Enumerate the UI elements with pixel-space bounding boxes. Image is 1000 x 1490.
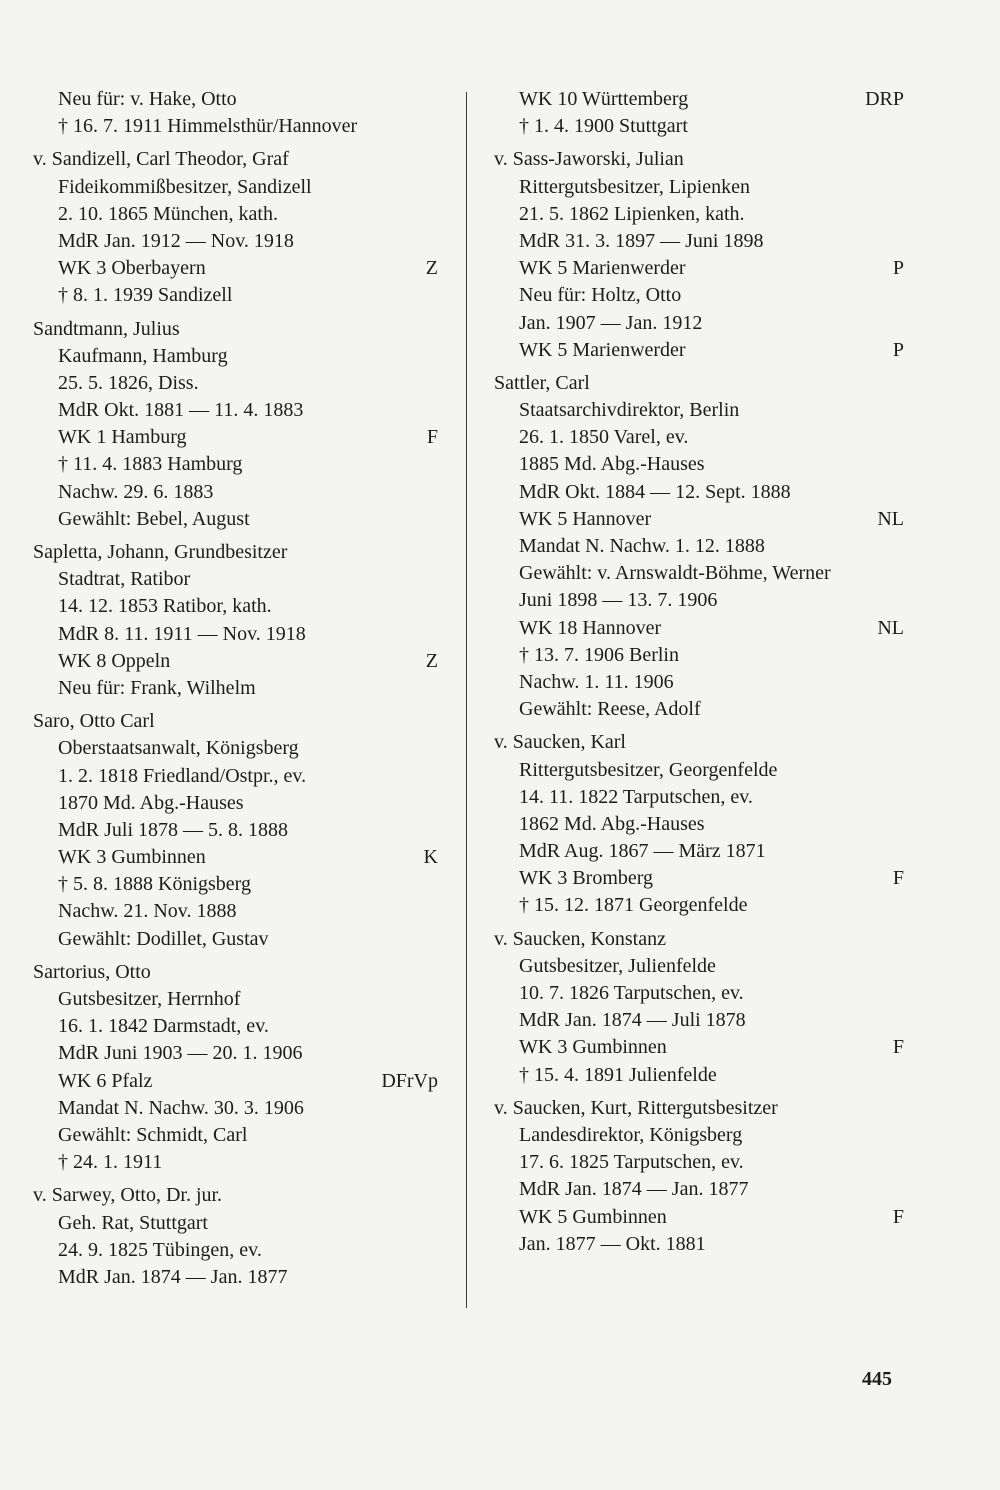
- biography-entry: [33, 316, 438, 534]
- line-text: Sapletta, Johann, Grundbesitzer: [33, 541, 288, 563]
- entry-detail-line: [494, 696, 904, 723]
- entry-detail-line: [33, 1068, 438, 1095]
- party-abbreviation: K: [423, 846, 438, 869]
- party-abbreviation: F: [892, 867, 904, 890]
- entry-detail-line: [33, 479, 438, 506]
- line-text: Geh. Rat, Stuttgart: [58, 1211, 208, 1234]
- line-text: Stadtrat, Ratibor: [58, 568, 191, 591]
- line-text: MdR Okt. 1884 — 12. Sept. 1888: [519, 480, 791, 503]
- line-text: MdR Juni 1903 — 20. 1. 1906: [58, 1042, 303, 1065]
- line-text: Neu für: v. Hake, Otto: [58, 88, 237, 110]
- entry-detail-line: [33, 343, 438, 370]
- entry-detail-line: [33, 506, 438, 533]
- line-text: MdR Juli 1878 — 5. 8. 1888: [58, 818, 289, 841]
- entry-detail-line: [33, 1013, 438, 1040]
- line-text: MdR Jan. 1874 — Jan. 1877: [519, 1178, 749, 1201]
- line-text: Gewählt: v. Arnswaldt-Böhme, Werner: [519, 562, 831, 585]
- party-abbreviation: DFrVp: [381, 1069, 438, 1092]
- entry-name: [33, 316, 438, 343]
- entry-detail-line: [33, 228, 438, 255]
- biography-entry: [494, 1095, 904, 1258]
- entry-name: [33, 146, 438, 173]
- entry-detail-line: [494, 533, 904, 560]
- line-text: Nachw. 21. Nov. 1888: [58, 900, 237, 923]
- line-text: † 15. 12. 1871 Georgenfelde: [519, 894, 748, 917]
- line-text: 25. 5. 1826, Diss.: [58, 371, 199, 394]
- biography-entry: [494, 370, 904, 723]
- entry-detail-line: [494, 953, 904, 980]
- line-text: WK 8 Oppeln: [58, 649, 171, 672]
- entry-detail-line: [33, 1095, 438, 1122]
- line-text: Neu für: Frank, Wilhelm: [58, 676, 256, 699]
- line-text: 14. 12. 1853 Ratibor, kath.: [58, 595, 272, 618]
- entry-detail-line: [33, 566, 438, 593]
- party-abbreviation: Z: [425, 257, 438, 280]
- biography-entry: [33, 959, 438, 1177]
- line-text: Gewählt: Dodillet, Gustav: [58, 927, 269, 950]
- line-text: WK 1 Hamburg: [58, 426, 187, 449]
- entry-detail-line: [494, 424, 904, 451]
- line-text: † 24. 1. 1911: [58, 1151, 163, 1174]
- entry-detail-line: [494, 1034, 904, 1061]
- line-text: Oberstaatsanwalt, Königsberg: [58, 737, 299, 760]
- line-text: 21. 5. 1862 Lipienken, kath.: [519, 202, 745, 225]
- line-text: † 16. 7. 1911 Himmelsthür/Hannover: [58, 115, 358, 138]
- line-text: WK 3 Gumbinnen: [58, 846, 206, 869]
- entry-detail-line: [494, 337, 904, 364]
- line-text: Staatsarchivdirektor, Berlin: [519, 399, 740, 422]
- line-text: 26. 1. 1850 Varel, ev.: [519, 426, 689, 449]
- line-text: v. Saucken, Konstanz: [494, 927, 666, 950]
- line-text: Landesdirektor, Königsberg: [519, 1123, 743, 1146]
- line-text: † 15. 4. 1891 Julienfelde: [519, 1063, 717, 1086]
- party-abbreviation: NL: [877, 616, 904, 639]
- entry-detail-line: [33, 1237, 438, 1264]
- entry-detail-line: [33, 648, 438, 675]
- entry-detail-line: [494, 892, 904, 919]
- entry-detail-line: [494, 560, 904, 587]
- entry-detail-line: [494, 255, 904, 282]
- line-text: WK 3 Gumbinnen: [519, 1036, 667, 1059]
- line-text: 17. 6. 1825 Tarputschen, ev.: [519, 1151, 744, 1174]
- entry-detail-line: [33, 871, 438, 898]
- line-text: MdR 31. 3. 1897 — Juni 1898: [519, 229, 764, 252]
- party-abbreviation: F: [426, 426, 438, 449]
- line-text: 1885 Md. Abg.-Hauses: [519, 453, 705, 476]
- entry-detail-line: [33, 1040, 438, 1067]
- entry-name: [494, 729, 904, 756]
- entry-detail-line: [494, 811, 904, 838]
- entry-detail-line: [33, 790, 438, 817]
- entry-detail-line: [494, 1231, 904, 1258]
- biography-entry: [33, 146, 438, 309]
- right-column: [494, 86, 904, 1264]
- line-text: MdR Jan. 1874 — Juli 1878: [519, 1009, 746, 1032]
- entry-name: [494, 926, 904, 953]
- line-text: † 1. 4. 1900 Stuttgart: [519, 115, 688, 138]
- line-text: † 8. 1. 1939 Sandizell: [58, 284, 233, 307]
- line-text: 24. 9. 1825 Tübingen, ev.: [58, 1238, 262, 1261]
- line-text: Gutsbesitzer, Herrnhof: [58, 988, 241, 1010]
- line-text: WK 5 Hannover: [519, 507, 652, 530]
- entry-continuation: [494, 86, 904, 140]
- entry-detail-line: [33, 763, 438, 790]
- entry-detail-line: [494, 1204, 904, 1231]
- entry-detail-line: [33, 621, 438, 648]
- line-text: † 11. 4. 1883 Hamburg: [58, 453, 243, 476]
- entry-detail-line: [33, 593, 438, 620]
- left-column: [33, 86, 438, 1297]
- line-text: Gutsbesitzer, Julienfelde: [519, 954, 716, 977]
- line-text: † 5. 8. 1888 Königsberg: [58, 873, 251, 896]
- entry-detail-line: [33, 986, 438, 1013]
- entry-detail-line: [33, 675, 438, 702]
- line-text: Juni 1898 — 13. 7. 1906: [519, 589, 718, 612]
- party-abbreviation: DRP: [865, 88, 904, 110]
- line-text: WK 18 Hannover: [519, 616, 662, 639]
- entry-detail-line: [33, 113, 438, 140]
- biography-entry: [33, 1182, 438, 1291]
- line-text: WK 6 Pfalz: [58, 1069, 153, 1092]
- line-text: Nachw. 29. 6. 1883: [58, 480, 214, 503]
- entry-detail-line: [494, 865, 904, 892]
- entry-detail-line: [494, 784, 904, 811]
- line-text: Rittergutsbesitzer, Georgenfelde: [519, 758, 778, 781]
- entry-detail-line: [494, 174, 904, 201]
- entry-detail-line: [33, 201, 438, 228]
- entry-detail-line: [494, 1007, 904, 1034]
- line-text: Gewählt: Schmidt, Carl: [58, 1123, 248, 1146]
- entry-detail-line: [494, 201, 904, 228]
- line-text: 1862 Md. Abg.-Hauses: [519, 812, 705, 835]
- entry-detail-line: [33, 86, 438, 113]
- line-text: MdR Okt. 1881 — 11. 4. 1883: [58, 399, 304, 422]
- line-text: 14. 11. 1822 Tarputschen, ev.: [519, 785, 753, 808]
- party-abbreviation: Z: [425, 649, 438, 672]
- line-text: MdR Aug. 1867 — März 1871: [519, 840, 766, 863]
- entry-name: [33, 708, 438, 735]
- line-text: 1. 2. 1818 Friedland/Ostpr., ev.: [58, 764, 307, 787]
- entry-detail-line: [33, 174, 438, 201]
- line-text: MdR 8. 11. 1911 — Nov. 1918: [58, 622, 306, 645]
- line-text: 1870 Md. Abg.-Hauses: [58, 791, 244, 814]
- line-text: 2. 10. 1865 München, kath.: [58, 202, 278, 225]
- line-text: WK 5 Marienwerder: [519, 338, 686, 361]
- entry-detail-line: [494, 86, 904, 113]
- entry-detail-line: [494, 587, 904, 614]
- entry-detail-line: [33, 424, 438, 451]
- line-text: v. Sandizell, Carl Theodor, Graf: [33, 148, 289, 171]
- line-text: Mandat N. Nachw. 30. 3. 1906: [58, 1096, 304, 1119]
- entry-continuation: [33, 86, 438, 140]
- page-number: 445: [862, 1368, 892, 1390]
- entry-detail-line: [494, 1062, 904, 1089]
- party-abbreviation: P: [892, 338, 904, 361]
- entry-detail-line: [494, 506, 904, 533]
- line-text: Sartorius, Otto: [33, 960, 151, 983]
- column-divider: [466, 92, 467, 1308]
- line-text: v. Saucken, Kurt, Rittergutsbesitzer: [494, 1096, 778, 1119]
- entry-detail-line: [494, 397, 904, 424]
- entry-name: [33, 539, 438, 566]
- line-text: 16. 1. 1842 Darmstadt, ev.: [58, 1015, 269, 1038]
- line-text: WK 10 Württemberg: [519, 88, 689, 110]
- biography-entry: [33, 539, 438, 702]
- line-text: Sandtmann, Julius: [33, 317, 180, 340]
- entry-detail-line: [33, 1264, 438, 1291]
- line-text: Jan. 1907 — Jan. 1912: [519, 311, 703, 334]
- entry-detail-line: [33, 1210, 438, 1237]
- biography-entry: [494, 926, 904, 1089]
- party-abbreviation: NL: [877, 507, 904, 530]
- entry-detail-line: [494, 642, 904, 669]
- entry-detail-line: [494, 838, 904, 865]
- entry-detail-line: [33, 898, 438, 925]
- entry-detail-line: [33, 397, 438, 424]
- entry-detail-line: [33, 1122, 438, 1149]
- line-text: MdR Jan. 1874 — Jan. 1877: [58, 1265, 288, 1288]
- line-text: Fideikommißbesitzer, Sandizell: [58, 175, 312, 198]
- entry-name: [494, 146, 904, 173]
- line-text: v. Sarwey, Otto, Dr. jur.: [33, 1184, 223, 1207]
- entry-detail-line: [494, 282, 904, 309]
- line-text: Nachw. 1. 11. 1906: [519, 670, 674, 693]
- entry-name: [33, 959, 438, 986]
- line-text: Gewählt: Reese, Adolf: [519, 698, 701, 721]
- line-text: Kaufmann, Hamburg: [58, 344, 228, 367]
- party-abbreviation: F: [892, 1205, 904, 1228]
- entry-detail-line: [494, 669, 904, 696]
- entry-detail-line: [33, 735, 438, 762]
- line-text: † 13. 7. 1906 Berlin: [519, 643, 679, 666]
- entry-detail-line: [494, 113, 904, 140]
- entry-detail-line: [494, 1149, 904, 1176]
- entry-detail-line: [494, 451, 904, 478]
- entry-detail-line: [33, 282, 438, 309]
- line-text: Rittergutsbesitzer, Lipienken: [519, 175, 750, 198]
- line-text: v. Saucken, Karl: [494, 731, 626, 754]
- entry-detail-line: [494, 1176, 904, 1203]
- biography-entry: [33, 708, 438, 953]
- entry-detail-line: [494, 479, 904, 506]
- party-abbreviation: F: [892, 1036, 904, 1059]
- line-text: Saro, Otto Carl: [33, 710, 155, 733]
- entry-detail-line: [33, 926, 438, 953]
- entry-detail-line: [33, 817, 438, 844]
- entry-detail-line: [494, 310, 904, 337]
- line-text: Sattler, Carl: [494, 371, 590, 394]
- line-text: Jan. 1877 — Okt. 1881: [519, 1232, 706, 1255]
- entry-detail-line: [494, 757, 904, 784]
- line-text: v. Sass-Jaworski, Julian: [494, 148, 684, 171]
- entry-detail-line: [33, 1149, 438, 1176]
- entry-detail-line: [33, 255, 438, 282]
- line-text: Gewählt: Bebel, August: [58, 507, 250, 530]
- entry-detail-line: [494, 615, 904, 642]
- entry-detail-line: [494, 228, 904, 255]
- entry-detail-line: [494, 1122, 904, 1149]
- line-text: 10. 7. 1826 Tarputschen, ev.: [519, 982, 744, 1004]
- entry-name: [494, 370, 904, 397]
- entry-name: [33, 1182, 438, 1209]
- biography-entry: [494, 146, 904, 364]
- line-text: Mandat N. Nachw. 1. 12. 1888: [519, 535, 765, 557]
- entry-detail-line: [494, 980, 904, 1007]
- party-abbreviation: P: [892, 257, 904, 280]
- biography-entry: [494, 729, 904, 919]
- entry-detail-line: [33, 451, 438, 478]
- entry-detail-line: [33, 844, 438, 871]
- line-text: WK 5 Gumbinnen: [519, 1205, 667, 1228]
- line-text: Neu für: Holtz, Otto: [519, 284, 682, 307]
- entry-name: [494, 1095, 904, 1122]
- line-text: WK 5 Marienwerder: [519, 257, 686, 280]
- line-text: WK 3 Oberbayern: [58, 257, 206, 280]
- entry-detail-line: [33, 370, 438, 397]
- line-text: WK 3 Bromberg: [519, 867, 654, 890]
- line-text: MdR Jan. 1912 — Nov. 1918: [58, 229, 294, 252]
